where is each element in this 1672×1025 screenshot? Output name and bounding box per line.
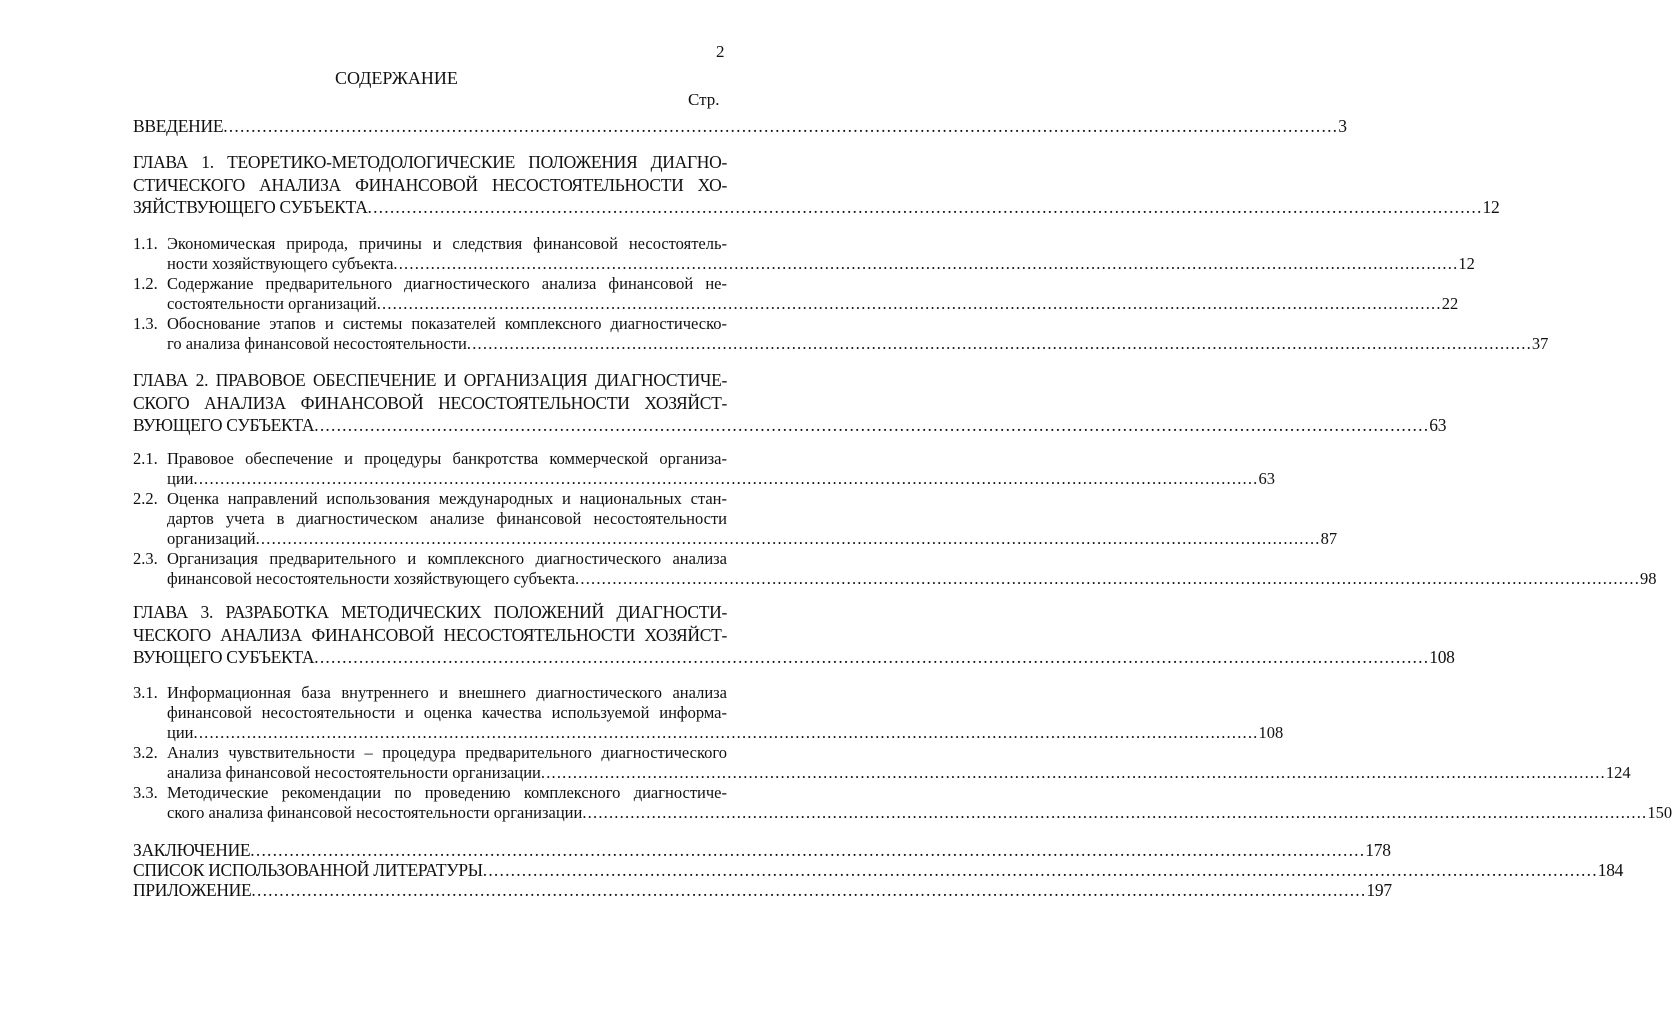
dot-leader: ........................................................................................................................................................................................................: [466, 334, 1532, 353]
dot-leader: ........................................................................................................................................................................................................: [376, 294, 1442, 313]
entry-text: анализа финансовой несостоятельности организации: [167, 763, 541, 782]
section-number: 3.1.: [133, 683, 158, 702]
dot-leader: ........................................................................................................................................................................................................: [193, 723, 1259, 742]
entry-last-line: [167, 569, 1657, 589]
entry-line: ЧЕСКОГО АНАЛИЗА ФИНАНСОВОЙ НЕСОСТОЯТЕЛЬНОСТИ ХОЗЯЙСТ-: [133, 624, 727, 645]
entry-text: ции: [167, 469, 194, 488]
page-ref: 12: [1482, 197, 1500, 217]
entry-line: финансовой несостоятельности и оценка качества используемой информа-: [167, 703, 727, 722]
toc-section: [133, 783, 1672, 823]
entry-last-line: [133, 115, 1347, 138]
dot-leader: ........................................................................................................................................................................................................: [251, 880, 1367, 900]
page-ref: 124: [1605, 763, 1631, 782]
entry-text: организаций: [167, 529, 256, 548]
dot-leader: ........................................................................................................................................................................................................: [314, 647, 1430, 667]
entry-text: финансовой несостоятельности хозяйствующего субъекта: [167, 569, 576, 588]
toc-end-item: [133, 879, 1392, 902]
entry-text: ВУЮЩЕГО СУБЪЕКТА: [133, 415, 315, 435]
section-number: 1.1.: [133, 234, 158, 253]
entry-last-line: [167, 469, 1275, 489]
dot-leader: ........................................................................................................................................................................................................: [582, 803, 1648, 822]
page-ref: 12: [1458, 254, 1475, 273]
section-number: 2.3.: [133, 549, 158, 568]
entry-last-line: [167, 723, 1284, 743]
entry-last-line: [133, 196, 1500, 219]
entry-line: Оценка направлений использования международных и национальных стан-: [167, 489, 727, 508]
page-ref: 197: [1366, 880, 1392, 900]
dot-leader: ........................................................................................................................................................................................................: [250, 840, 1366, 860]
page-ref: 63: [1258, 469, 1275, 488]
toc-section: [133, 489, 1338, 549]
entry-last-line: [133, 414, 1447, 437]
entry-last-line: [167, 254, 1475, 274]
entry-last-line: [167, 763, 1631, 783]
entry-line: ГЛАВА 3. РАЗРАБОТКА МЕТОДИЧЕСКИХ ПОЛОЖЕНИЙ ДИАГНОСТИ-: [133, 602, 727, 622]
entry-line: СТИЧЕСКОГО АНАЛИЗА ФИНАНСОВОЙ НЕСОСТОЯТЕЛЬНОСТИ ХО-: [133, 174, 727, 195]
toc-section: [133, 234, 1475, 274]
entry-line: СКОГО АНАЛИЗА ФИНАНСОВОЙ НЕСОСТОЯТЕЛЬНОСТИ ХОЗЯЙСТ-: [133, 392, 727, 413]
entry-last-line: [133, 879, 1392, 902]
section-number: 1.3.: [133, 314, 158, 333]
entry-line: ГЛАВА 2. ПРАВОВОЕ ОБЕСПЕЧЕНИЕ И ОРГАНИЗАЦИЯ ДИАГНОСТИЧЕ-: [133, 370, 727, 390]
dot-leader: ........................................................................................................................................................................................................: [255, 529, 1321, 548]
entry-text: ности хозяйствующего субъекта: [167, 254, 394, 273]
page-ref: 63: [1429, 415, 1447, 435]
toc-chapter: [133, 369, 1447, 437]
page-ref: 87: [1320, 529, 1338, 548]
entry-last-line: [167, 529, 1338, 549]
page-ref: 22: [1441, 294, 1459, 313]
page-ref: 108: [1429, 647, 1455, 667]
toc-section: [133, 683, 1284, 743]
entry-last-line: [167, 334, 1549, 354]
dot-leader: ........................................................................................................................................................................................................: [540, 763, 1606, 782]
entry-text: го анализа финансовой несостоятельности: [167, 334, 467, 353]
page-ref: 178: [1365, 840, 1391, 860]
entry-last-line: [167, 294, 1459, 314]
section-number: 3.3.: [133, 783, 158, 802]
entry-text: ции: [167, 723, 194, 742]
dot-leader: ........................................................................................................................................................................................................: [575, 569, 1641, 588]
entry-text: ПРИЛОЖЕНИЕ: [133, 880, 252, 900]
entry-text: ВВЕДЕНИЕ: [133, 116, 224, 136]
entry-line: Обоснование этапов и системы показателей комплексного диагностическо-: [167, 314, 727, 333]
toc-section: [133, 314, 1549, 354]
entry-line: Правовое обеспечение и процедуры банкротства коммерческой организа-: [167, 449, 727, 468]
section-number: 1.2.: [133, 274, 158, 293]
entry-line: Методические рекомендации по проведению комплексного диагностиче-: [167, 783, 727, 802]
page-number: 2: [716, 42, 725, 61]
page-column-label: Стр.: [688, 90, 720, 109]
dot-leader: ........................................................................................................................................................................................................: [482, 860, 1598, 880]
page-ref: 108: [1258, 723, 1284, 742]
dot-leader: ........................................................................................................................................................................................................: [223, 116, 1339, 136]
toc-section: [133, 549, 1657, 589]
page-ref: 37: [1531, 334, 1549, 353]
dot-leader: ........................................................................................................................................................................................................: [314, 415, 1430, 435]
toc-chapter: [133, 151, 1500, 219]
entry-last-line: [133, 646, 1455, 669]
entry-line: дартов учета в диагностическом анализе финансовой несостоятельности: [167, 509, 727, 528]
page-ref: 184: [1597, 860, 1624, 880]
entry-text: ВУЮЩЕГО СУБЪЕКТА: [133, 647, 315, 667]
toc-section: [133, 743, 1631, 783]
section-number: 2.2.: [133, 489, 158, 508]
entry-text: ЗАКЛЮЧЕНИЕ: [133, 840, 251, 860]
entry-line: Анализ чувствительности – процедура предварительного диагностического: [167, 743, 727, 762]
entry-line: Содержание предварительного диагностического анализа финансовой не-: [167, 274, 727, 293]
entry-text: состоятельности организаций: [167, 294, 377, 313]
toc-intro: [133, 115, 1347, 138]
dot-leader: ........................................................................................................................................................................................................: [193, 469, 1259, 488]
page-ref: 150: [1647, 803, 1672, 822]
toc-section: [133, 449, 1275, 489]
entry-line: Экономическая природа, причины и следствия финансовой несостоятель-: [167, 234, 727, 253]
dot-leader: ........................................................................................................................................................................................................: [393, 254, 1459, 273]
page-ref: 98: [1640, 569, 1657, 588]
page-ref: 3: [1338, 116, 1347, 136]
entry-last-line: [167, 803, 1672, 823]
dot-leader: ........................................................................................................................................................................................................: [367, 197, 1483, 217]
entry-line: ГЛАВА 1. ТЕОРЕТИКО-МЕТОДОЛОГИЧЕСКИЕ ПОЛОЖЕНИЯ ДИАГНО-: [133, 152, 727, 172]
toc-section: [133, 274, 1459, 314]
entry-line: Информационная база внутреннего и внешнего диагностического анализа: [167, 683, 727, 702]
section-number: 2.1.: [133, 449, 158, 468]
entry-text: СПИСОК ИСПОЛЬЗОВАННОЙ ЛИТЕРАТУРЫ: [133, 860, 483, 880]
toc-chapter: [133, 601, 1455, 669]
entry-text: ского анализа финансовой несостоятельности организации: [167, 803, 583, 822]
entry-line: Организация предварительного и комплексного диагностического анализа: [167, 549, 727, 568]
entry-text: ЗЯЙСТВУЮЩЕГО СУБЪЕКТА: [133, 197, 368, 217]
section-number: 3.2.: [133, 743, 158, 762]
page-title: СОДЕРЖАНИЕ: [335, 68, 458, 88]
